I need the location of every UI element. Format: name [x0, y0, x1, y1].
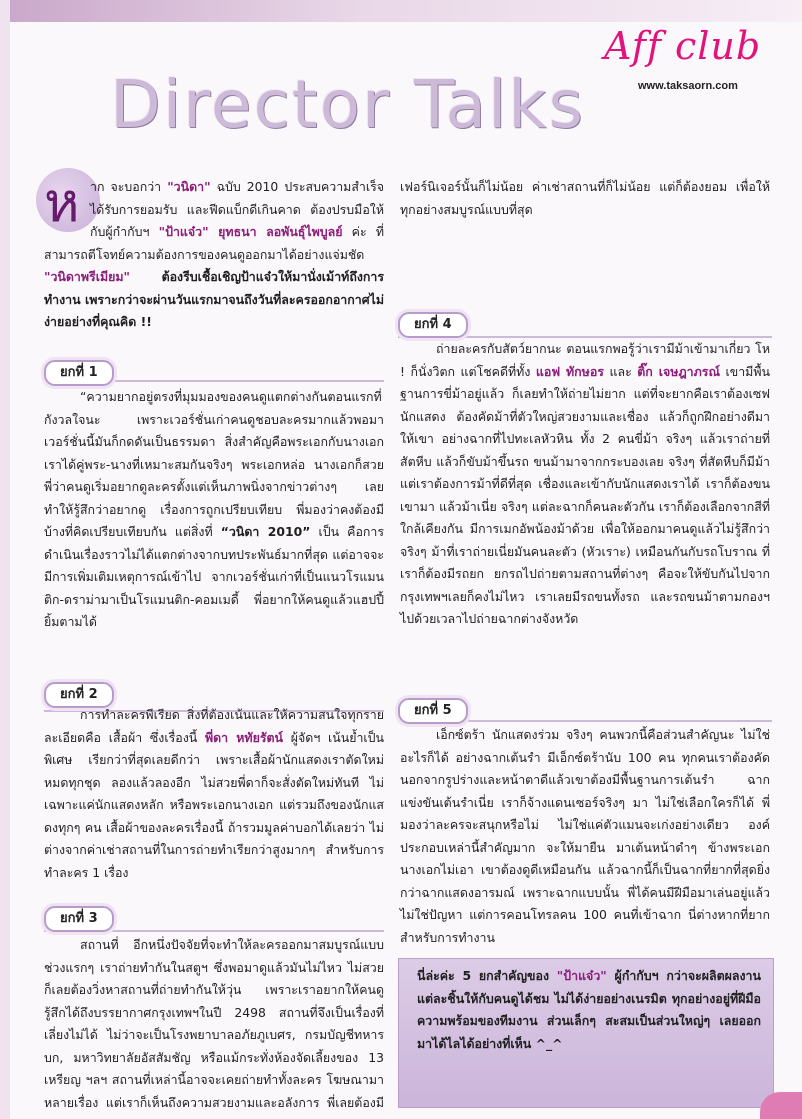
section-3-text-right [400, 176, 770, 290]
summary-box [398, 958, 774, 1108]
top-color-band [0, 0, 802, 22]
section-5-text [400, 724, 770, 949]
section-3-text: สถานที่ อีกหนึ่งปัจจัยที่จะทำให้ละครออกมาสมบูรณ์แบบ ช่วงแรกๆ เราถ่ายทำกันในสตูฯ ซึ่งพอมาดูแล้วมันไม่ไหว ไม่สวย ก็เลยต้องวิ่งหาสถานที่ถ่ายทำกันให้วุ่น เพราะเราอยากให้คนดูรู้สึกได้ถึงบรรยากาศกรุงเทพฯในปี 2498 สถานที่จึงเป็นเรื่องที่เลี่ยงไม่ได้ ไม่ว่าจะเป็นโรงพยาบาลอภัยภูเบศร, กรมบัญชีทหารบก, มหาวิทยาลัยอัสสัมชัญ หรือแม้กระทั่งห้องจัดเลี้ยงของ 13 เหรียญ ฯลฯ สถานที่เหล่านี้อาจจะเคยถ่ายทำทั้งละคร โฆษณามาหลายเรื่อง แต่เราก็เห็นถึงความสวยงามและอลังการ พี่เลยต้องมี [44, 937, 384, 1110]
section-4-badge: ยกที่ 4 [398, 312, 468, 338]
intro-paragraph [44, 171, 384, 334]
section-1-text [44, 386, 384, 634]
summary-text-1: นี่ล่ะค่ะ 5 ยกสำคัญของ [417, 968, 557, 983]
section-4-highlight-2: ติ๊ก เจษฎาภรณ์ [637, 363, 720, 379]
section-1-badge: ยกที่ 1 [44, 360, 114, 386]
left-margin-strip [0, 0, 10, 1119]
summary-text-2: ผู้กำกับฯ กว่าจะผลิตผลงานแต่ละชิ้นให้กับคนดูได้ชม ไม่ได้ง่ายอย่างเนรมิต ทุกอย่างอยู่ที่ฝีมือ ความพร้อมของทีมงาน ส่วนเล็กๆ สะสมเป็นส่วนใหญ่ๆ เลยออกมาได้ไลได้อย่างที่เห็น ^_^ [417, 968, 761, 1051]
page-corner-decoration [760, 1092, 802, 1119]
website-url: www.taksaorn.com [638, 80, 738, 92]
section-2-text-2: ผู้จัดฯ เน้นย้ำเป็นพิเศษ เรียกว่าที่สุดเลยดีกว่า เพราะเสื้อผ้านักแสดงเราตัดใหม่หมดทุกชุด ลองแล้วลองอีก ไม่สวยพี่ดาก็จะสั่งตัดใหม่ทันที ไม่เฉพาะแค่นักแสดงหลัก หรือพระเอกนางเอก แต่รวมถึงของนักแสดงทุกๆ คน เสื้อผ้าของละครเรื่องนี้ ถ้ารวมมูลค่าบอกได้เลยว่า ไม่ต่างจากค่าเช่าสถานที่ในการถ่ายทำเรียกว่าสูงมากๆ สำหรับการทำละคร 1 เรื่อง [44, 729, 384, 880]
intro-text-1: าก จะบอกว่า [90, 179, 168, 194]
section-2-text [44, 704, 384, 884]
section-5-badge: ยกที่ 5 [398, 698, 468, 724]
intro-text-3: ค่ะ ที่สามารถตีโจทย์ความต้องการของคนดูออกมาได้อย่างแจ่มชัด [44, 224, 384, 262]
section-4-text-1: ถ่ายละครกับสัตว์ยากนะ ตอนแรกพอรู้ว่าเรามีม้าเข้ามาเกี่ยว โห ! ก็นั่งวิตก แต่โชคดีที่ทั้ง [400, 341, 770, 379]
intro-text-2: ฉบับ 2010 ประสบความสำเร็จ ได้รับการยอมรับ และฟีดแบ็กดีเกินคาด ต้องปรบมือให้กับผู้กำกับฯ [90, 179, 384, 239]
section-2-text-1: การทำละครพีเรียด สิ่งที่ต้องเน้นและให้ความสนใจทุกรายละเอียดคือ เสื้อผ้า ซึ่งเรื่องนี้ [44, 707, 384, 745]
intro-text-4: ต้องรีบเชื้อเชิญป้าแจ๋วให้มานั่งเม้าท์ถึงการทำงาน เพราะกว่าจะผ่านวันแรกมาจนถึงวันที่ละครออกอากาศไม่ง่ายอย่างที่คุณคิด !! [44, 269, 384, 329]
aff-club-logo: Aff club [604, 24, 762, 68]
section-5-paragraph: เอ็กซ์ตร้า นักแสดงร่วม จริงๆ คนพวกนี้คือส่วนสำคัญนะ ไม่ใช่อะไรก็ได้ อย่างฉากเต้นรำ มีเอ็กซ์ตร้านับ 100 คน ทุกคนเราต้องคัด นอกจากรูปร่างและหน้าตาดีแล้วเขาต้องมีพื้นฐานการเต้นรำ ฉากแข่งขันเต้นรำเนี่ย เราก็จ้างแดนเซอร์จริงๆ มา ไม่ใช่เลือกใครก็ได้ พี่มองว่าละครจะสนุกหรือไม่ ไม่ใช่แค่ตัวแมนจะเก่งอย่างเดียว องค์ประกอบเหล่านี้สำคัญมาก จะให้มายืน มาเต้นหน้าดำๆ ข้างพระเอก นางเอกไม่เอา เขาต้องดูดีเหมือนกัน แล้วฉากนี้ก็เป็นฉากที่ยากที่สุดยิ่งกว่าฉากแสดงอารมณ์ เพราะฉากแบบนั้น พี่ได้คนมีฝีมือมาเล่นอยู่แล้ว ไม่ใช่ปัญหา แต่การคอนโทรลคน 100 คนที่เข้าฉาก นี่ต่างหากที่ยากสำหรับการทำงาน [400, 727, 770, 945]
section-1-highlight: “วนิดา 2010” [220, 524, 311, 539]
section-3-text-continued: เฟอร์นิเจอร์นั้นก็ไม่น้อย ค่าเช่าสถานที่ก็ไม่น้อย แต่ก็ต้องยอม เพื่อให้ทุกอย่างสมบูรณ์แบบที่สุด [400, 179, 770, 217]
section-4-text-2: และ [603, 363, 638, 379]
section-3-badge: ยกที่ 3 [44, 906, 114, 932]
section-3-text-left [44, 934, 384, 1114]
section-2-badge: ยกที่ 2 [44, 682, 114, 708]
section-1-text-1: “ความยากอยู่ตรงที่มุมมองของคนดูแตกต่างกันตอนแรกที่กังวลใจนะ เพราะเวอร์ชั่นเก่าคนดูชอบละครมากแล้วพอมาเวอร์ชั่นนี้มันก็กดดันเป็นธรรมดา สิ่งสำคัญคือพระเอกกับนางเอก เราได้คู่พระ-นางที่เหมาะสมกันจริงๆ พระเอกหล่อ นางเอกก็สวย พี่ว่าคนดูเริ่มอยากดูละครตั้งแต่เห็นภาพนิ่งจากข่าวต่างๆ เลยทำให้รู้สึกว่าอยากดู เรื่องการถูกเปรียบเทียบ พี่มองว่าคงต้องมีบ้างที่คิดเปรียบเทียบกัน แต่สิ่งที่ [44, 389, 384, 539]
section-4-text [400, 338, 770, 631]
intro-highlight-2: "ป้าแจ๋ว" ยุทธนา ลอพันธุ์ไพบูลย์ [158, 224, 343, 239]
intro-highlight-3: "วนิดาพรีเมียม" [44, 269, 130, 284]
page-title: Director Talks [110, 66, 585, 143]
intro-highlight-1: "วนิดา" [167, 179, 211, 194]
section-4-text-3: เขามีพื้นฐานการขี่ม้าอยู่แล้ว ก็เลยทำให้ถ่ายไม่ยาก แต่ที่จะยากคือเราต้องเซฟนักแสดง ต้องคัดม้าที่ตัวใหญ่สวยงามและเชื่อง แล้วก็ถูกฝึกอย่างดีมาให้เขา อย่างฉากที่ไปทะเลหัวหิน ทั้ง 2 คนขี่ม้า จริงๆ แล้วเราถ่ายที่สัตหีบ แล้วก็ขับม้าขึ้นรถ ขนม้ามาจากกระบองเลย จริงๆ ที่สัตหีบก็มีม้า แต่เราต้องการม้าที่ดีที่สุด เชื่องและเข้ากับนักแสดงเราได้ เราก็ต้องขนเขามา แล้วม้าเนี่ย จริงๆ แต่ละฉากก็คนละตัวกัน เราก็ต้องเลือกจากสีที่ใกล้เคียงกัน มีการเมกอัพน้องม้าด้วย เพื่อให้ออกมาคนดูแล้วไม่รู้สึกว่า จริงๆ ม้าที่เราถ่ายเนี่ยมันคนละตัว (หัวเราะ) เหมือนกันกับรถโบราณ ที่เราก็ต้องมีรถยก ยกรถไปถ่ายตามสถานที่ต่างๆ คือจะให้ขับกันไปจากกรุงเทพฯเลยก็คงไม่ไหว เราเลยมีรถขนทั้งรถ และรถขนม้าตามกองฯไปด้วยเวลาไปถ่ายฉากต่างจังหวัด [400, 363, 770, 626]
section-1-text-2: เป็น คือการดำเนินเรื่องราวไม่ได้แตกต่างจากบทประพันธ์มากที่สุด แต่อาจจะมีการเพิ่มเติมเหตุการณ์เข้าไป จากเวอร์ชั่นเก่าที่เป็นแนวโรแมนติก-ดราม่ามาเป็นโรแมนติก-คอมเมดี้ พี่อยากให้คนดูแล้วแฮปปี้ ยิ้มตามได้ [44, 524, 385, 629]
section-4-highlight-1: แอฟ ทักษอร [535, 363, 604, 379]
summary-highlight: "ป้าแจ๋ว" [556, 968, 607, 983]
drop-cap-letter: ห [44, 171, 80, 234]
section-2-highlight: พี่ดา หทัยรัตน์ [204, 729, 284, 745]
